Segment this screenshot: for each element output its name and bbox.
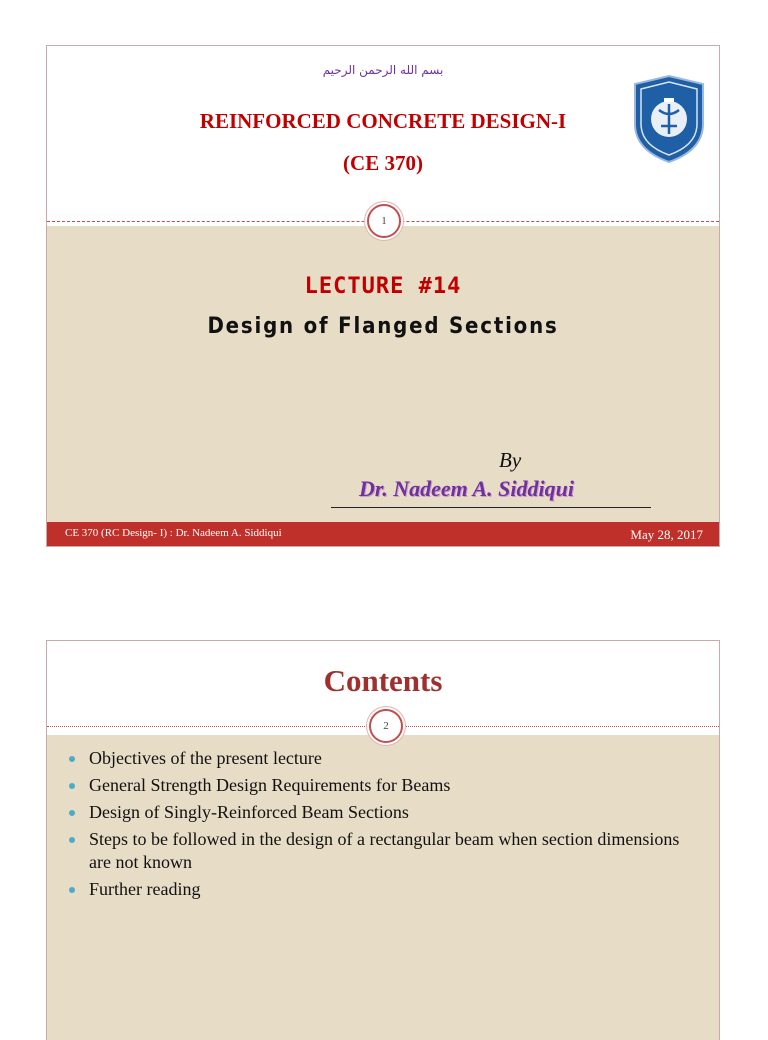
lecture-number: LECTURE #14 bbox=[304, 274, 462, 299]
footer-date: May 28, 2017 bbox=[630, 527, 703, 542]
bullet-dot-icon bbox=[69, 887, 75, 893]
by-label: By bbox=[499, 448, 522, 472]
slide-header-area bbox=[47, 46, 719, 221]
contents-slide bbox=[46, 640, 720, 1040]
list-item: Further reading bbox=[69, 878, 699, 901]
list-item: Design of Singly-Reinforced Beam Sections bbox=[69, 801, 699, 824]
page-number-badge: 2 bbox=[369, 709, 403, 743]
slide-footer bbox=[47, 522, 719, 546]
contents-title: Contents bbox=[323, 663, 443, 698]
bullet-dot-icon bbox=[69, 783, 75, 789]
title-slide bbox=[46, 45, 720, 547]
arabic-header: بسم الله الرحمن الرحيم bbox=[322, 63, 444, 77]
university-seal-icon bbox=[631, 74, 707, 164]
bullet-dot-icon bbox=[69, 837, 75, 843]
author-underline bbox=[331, 507, 651, 508]
bullet-dot-icon bbox=[69, 756, 75, 762]
bullet-dot-icon bbox=[69, 810, 75, 816]
list-item: Steps to be followed in the design of a rectangular beam when section dimensions are not known bbox=[69, 828, 699, 874]
course-title: REINFORCED CONCRETE DESIGN-I bbox=[199, 109, 567, 133]
author-name: Dr. Nadeem A. Siddiqui bbox=[359, 476, 574, 501]
page-number-badge: 1 bbox=[367, 204, 401, 238]
contents-list bbox=[69, 747, 699, 905]
list-item: Objectives of the present lecture bbox=[69, 747, 699, 770]
lecture-title: Design of Flanged Sections bbox=[207, 314, 559, 339]
course-code: (CE 370) bbox=[343, 151, 423, 175]
list-item: General Strength Design Requirements for Beams bbox=[69, 774, 699, 797]
footer-course-info: CE 370 (RC Design- I) : Dr. Nadeem A. Siddiqui bbox=[65, 527, 282, 539]
